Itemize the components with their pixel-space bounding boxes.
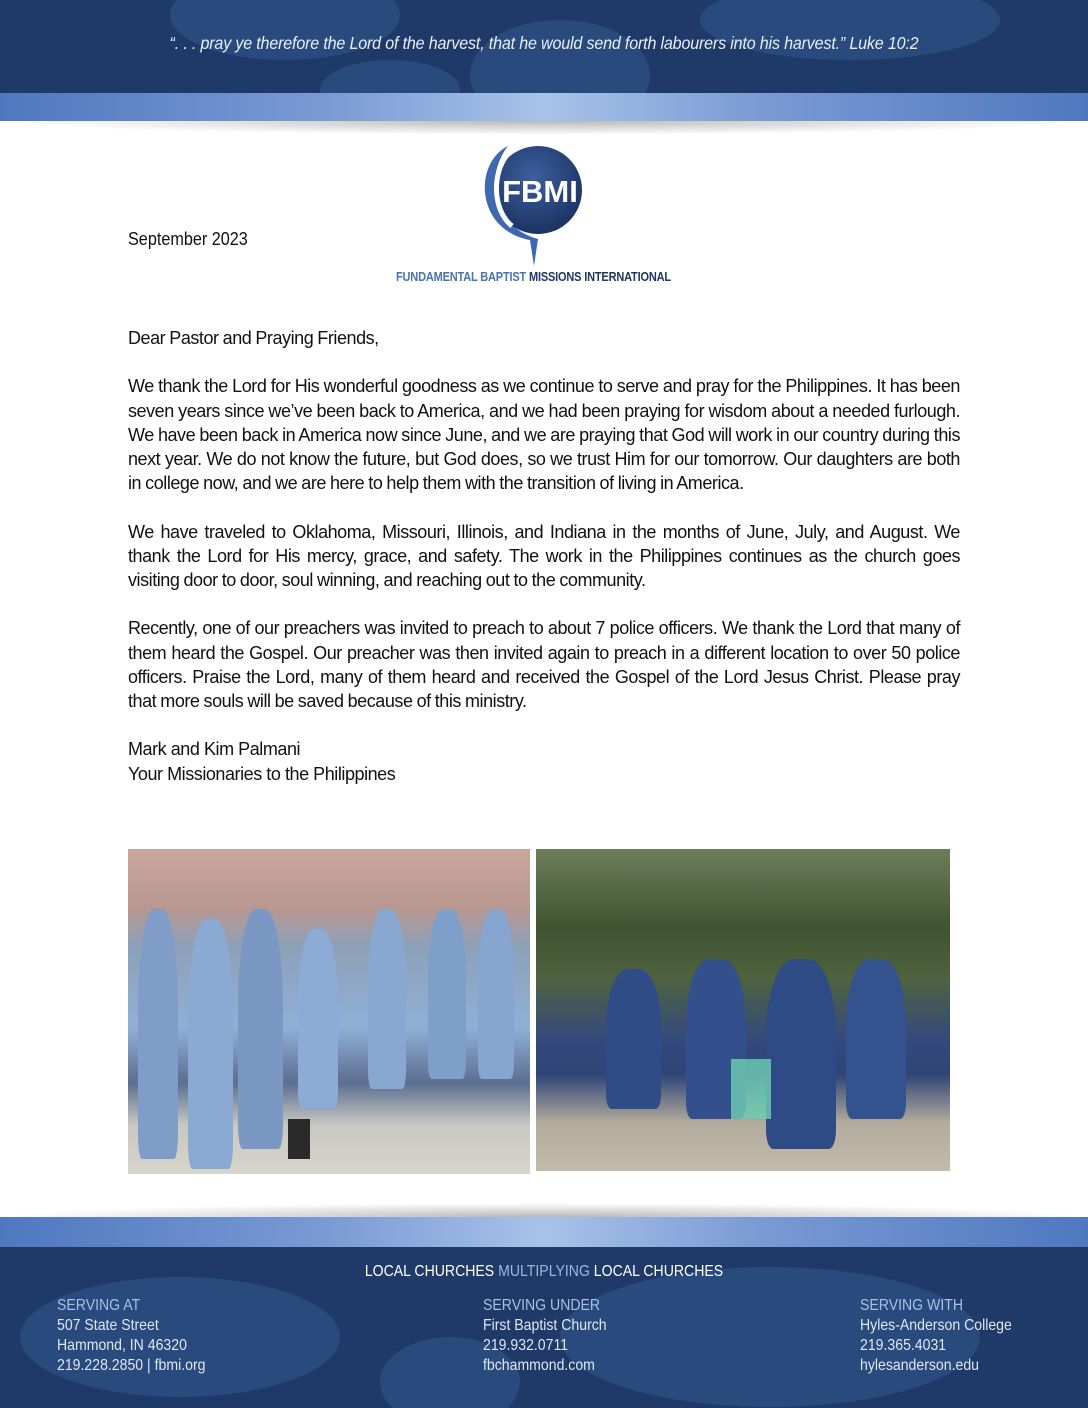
person-figure	[238, 909, 283, 1149]
scripture-quote: “. . . pray ye therefore the Lord of the harvest, that he would send forth labourers into his harvest.” Luke 10:2	[169, 33, 919, 53]
footer-heading: SERVING UNDER	[483, 1297, 601, 1314]
world-map-shape	[470, 20, 650, 93]
photo-trainees-indoors	[128, 849, 530, 1174]
letter-body	[128, 326, 960, 786]
letter-date: September 2023	[128, 229, 248, 249]
organization-name	[396, 270, 671, 284]
footer-heading: SERVING WITH	[860, 1297, 964, 1314]
address-line: Hammond, IN 46320	[57, 1337, 187, 1354]
footer-heading: SERVING AT	[57, 1297, 141, 1314]
footer-stripe	[0, 1217, 1088, 1247]
signature-title: Your Missionaries to the Philippines	[128, 763, 396, 784]
paragraph: We thank the Lord for His wonderful goodness as we continue to serve and pray for the Philippines. It has been seven years since we’ve been back to America, and we had been praying for wisdom about a needed furlough. We have been back in America now since June, and we are praying that God will work in our country during this next year. We do not know the future, but God does, so we trust Him for our tomorrow. Our daughters are both in college now, and we are here to help them with the transition of living in America.	[128, 376, 960, 494]
footer-column-serving-with	[860, 1296, 1012, 1376]
tagline-part3: LOCAL CHURCHES	[589, 1263, 724, 1280]
speaker-box	[288, 1119, 310, 1159]
organization-name-part2: MISSIONS INTERNATIONAL	[528, 270, 671, 284]
website-link[interactable]: fbchammond.com	[483, 1357, 595, 1374]
person-figure	[138, 909, 178, 1159]
fbmi-logo	[396, 138, 696, 288]
person-figure	[846, 959, 906, 1119]
header-banner	[0, 0, 1088, 93]
footer-shadow	[0, 1203, 1088, 1217]
person-figure	[766, 959, 836, 1149]
person-figure	[298, 929, 338, 1109]
salutation: Dear Pastor and Praying Friends,	[128, 328, 379, 348]
footer-column-serving-under	[483, 1296, 607, 1376]
paragraph: We have traveled to Oklahoma, Missouri, Illinois, and Indiana in the months of June, July, and August. We thank the Lord for His mercy, grace, and safety. The work in the Philippines continues as the church goes visiting door to door, soul winning, and reaching out to the community.	[128, 521, 960, 590]
header-shadow	[0, 121, 1088, 135]
person-figure	[478, 909, 514, 1079]
tagline-part1: LOCAL CHURCHES	[364, 1263, 499, 1280]
website-link[interactable]: hylesanderson.edu	[860, 1357, 979, 1374]
logo-mark: FBMI	[502, 174, 578, 209]
college-name: Hyles-Anderson College	[860, 1317, 1012, 1334]
person-figure	[428, 909, 466, 1079]
signature-names: Mark and Kim Palmani	[128, 739, 301, 760]
world-map-shape	[320, 60, 460, 93]
footer-tagline	[65, 1263, 1022, 1281]
chair	[731, 1059, 771, 1119]
address-line: 507 State Street	[57, 1317, 159, 1334]
photo-officers-praying	[536, 849, 950, 1171]
person-figure	[606, 969, 661, 1109]
paragraph: Recently, one of our preachers was invited to preach to about 7 police officers. We thank the Lord that many of them heard the Gospel. Our preacher was then invited again to preach in a different location to over 50 police officers. Praise the Lord, many of them heard and received the Gospel of the Lord Jesus Christ. Please pray that more souls will be saved because of this ministry.	[128, 618, 960, 711]
contact-line[interactable]: 219.228.2850 | fbmi.org	[57, 1357, 206, 1374]
header-stripe	[0, 93, 1088, 121]
church-name: First Baptist Church	[483, 1317, 607, 1334]
person-figure	[368, 909, 406, 1089]
person-figure	[188, 919, 233, 1169]
footer-column-serving-at	[57, 1296, 205, 1376]
phone-number: 219.365.4031	[860, 1337, 947, 1354]
organization-name-part1: FUNDAMENTAL BAPTIST	[396, 270, 527, 284]
fbmi-globe-icon	[478, 138, 588, 266]
tagline-part2: MULTIPLYING	[498, 1263, 590, 1280]
phone-number: 219.932.0711	[483, 1337, 569, 1354]
